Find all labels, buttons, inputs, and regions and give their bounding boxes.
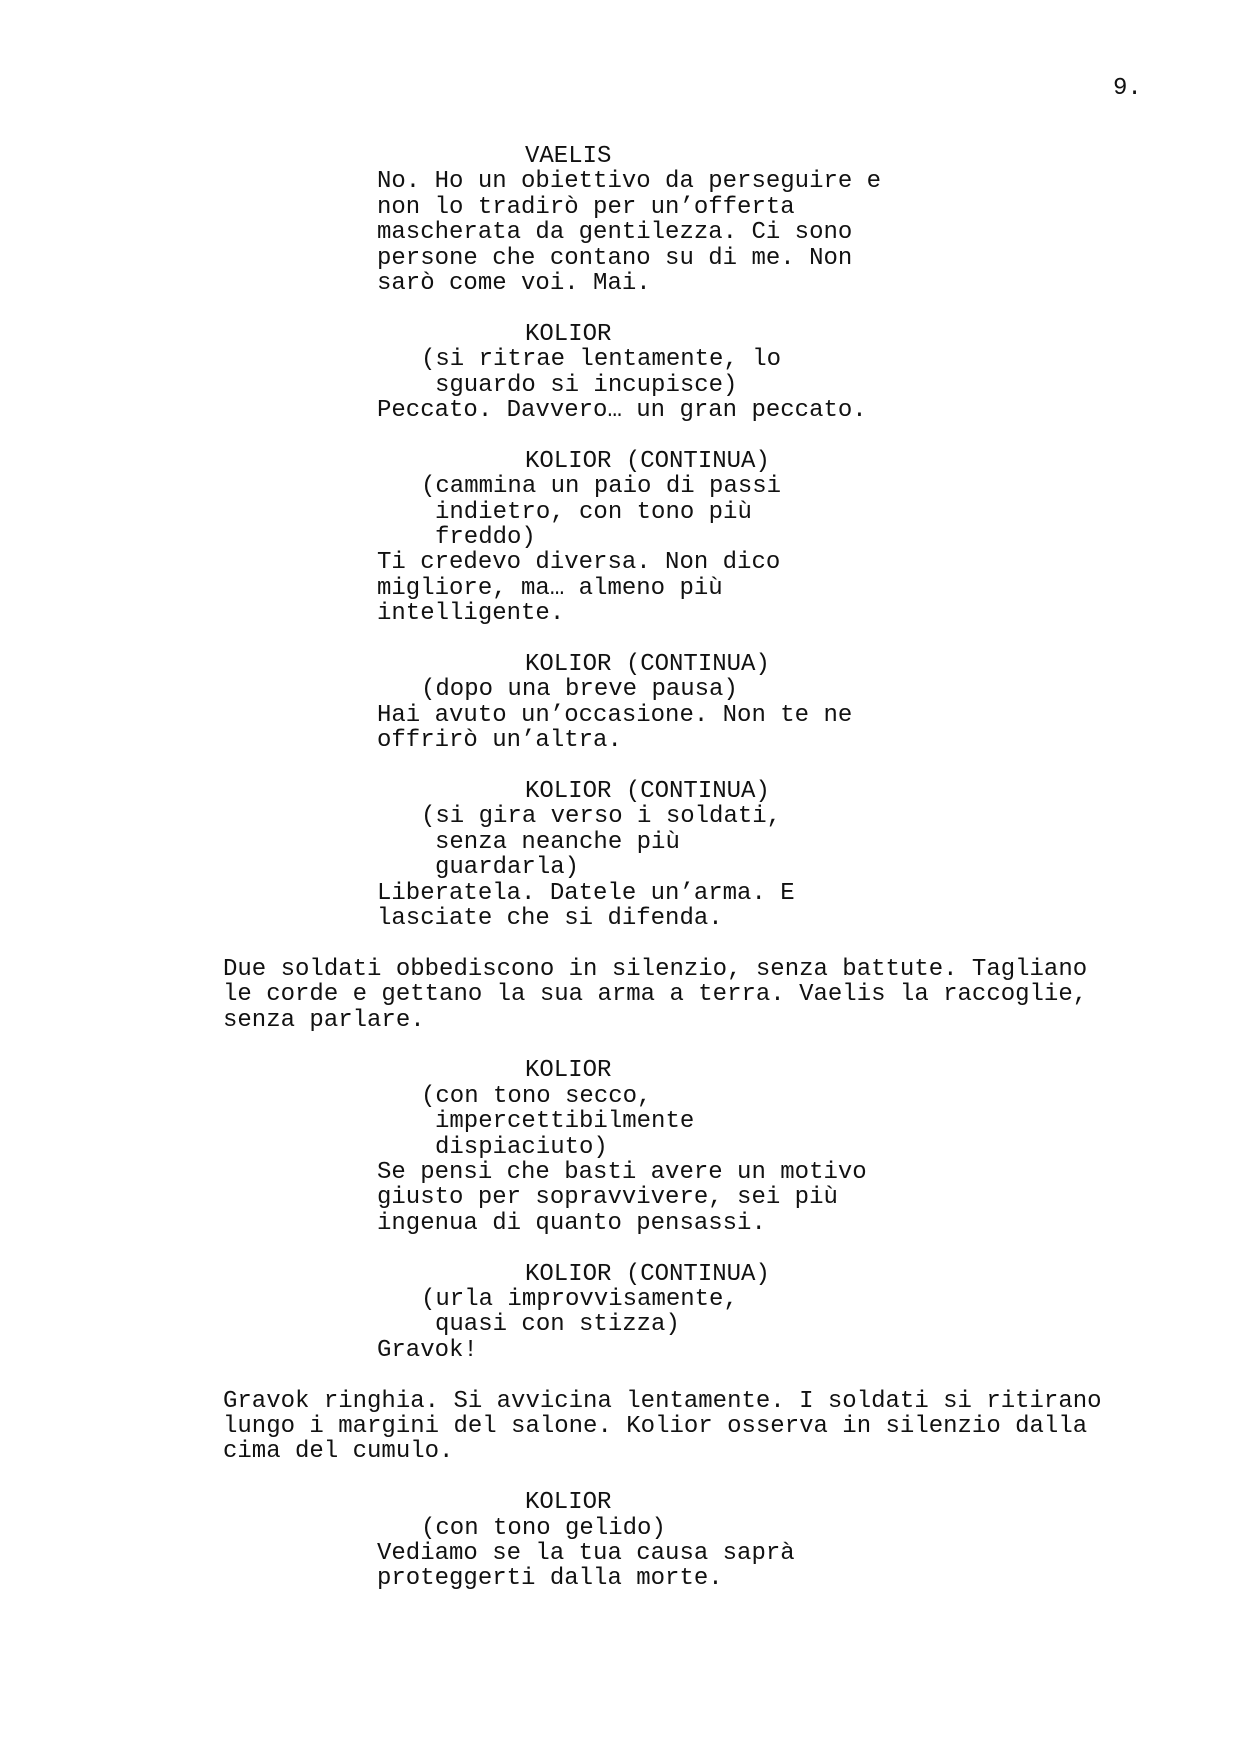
parenthetical-line: (dopo una breve pausa)	[421, 676, 738, 704]
parenthetical-line: sguardo si incupisce)	[435, 371, 738, 399]
dialogue-line: persone che contano su di me. Non	[377, 244, 853, 272]
dialogue-line: sarò come voi. Mai.	[377, 270, 651, 297]
action-line: lungo i margini del salone. Kolior osserva in silenzio dalla	[223, 1413, 1088, 1440]
dialogue-line: migliore, ma… almeno più	[377, 574, 723, 602]
character-cue: KOLIOR (CONTINUA)	[525, 778, 770, 805]
action-line: le corde e gettano la sua arma a terra. Vaelis la raccoglie,	[223, 981, 1088, 1009]
dialogue-line: lasciate che si difenda.	[377, 905, 723, 932]
parenthetical-line: indietro, con tono più	[435, 498, 752, 526]
character-cue: KOLIOR (CONTINUA)	[525, 651, 770, 678]
dialogue-line: intelligente.	[377, 600, 565, 628]
dialogue-line: Gravok!	[377, 1336, 478, 1364]
parenthetical-line: (con tono gelido)	[421, 1514, 666, 1542]
character-cue: VAELIS	[525, 143, 612, 170]
dialogue-line: Vediamo se la tua causa saprà	[377, 1540, 795, 1567]
parenthetical-line: (cammina un paio di passi	[421, 473, 782, 501]
parenthetical-line: senza neanche più	[435, 828, 680, 856]
character-cue: KOLIOR	[525, 320, 612, 348]
character-cue: KOLIOR (CONTINUA)	[525, 447, 770, 475]
parenthetical-line: (con tono secco,	[421, 1082, 652, 1110]
dialogue-line: Hai avuto un’occasione. Non te ne	[377, 701, 853, 729]
parenthetical-line: freddo)	[435, 524, 536, 551]
dialogue-line: Ti credevo diversa. Non dico	[377, 549, 781, 577]
dialogue-line: proteggerti dalla morte.	[377, 1565, 723, 1593]
dialogue-line: non lo tradirò per un’offerta	[377, 193, 795, 221]
action-line: Due soldati obbediscono in silenzio, senza battute. Tagliano	[223, 955, 1088, 983]
parenthetical-line: quasi con stizza)	[435, 1311, 680, 1339]
dialogue-line: Peccato. Davvero… un gran peccato.	[377, 397, 867, 424]
parenthetical-line: (si gira verso i soldati,	[421, 803, 782, 831]
action-line: Gravok ringhia. Si avvicina lentamente. I soldati si ritirano	[223, 1387, 1102, 1415]
dialogue-line: giusto per sopravvivere, sei più	[377, 1184, 838, 1212]
parenthetical-line: dispiaciuto)	[435, 1133, 608, 1161]
dialogue-line: offrirò un’altra.	[377, 727, 622, 755]
parenthetical-line: (urla improvvisamente,	[421, 1286, 738, 1313]
parenthetical-line: guardarla)	[435, 854, 580, 882]
dialogue-line: ingenua di quanto pensassi.	[377, 1209, 766, 1237]
dialogue-line: mascherata da gentilezza. Ci sono	[377, 219, 853, 247]
character-cue: KOLIOR	[525, 1057, 612, 1085]
character-cue: KOLIOR	[525, 1489, 612, 1517]
page-number: 9.	[1113, 75, 1142, 102]
action-line: senza parlare.	[223, 1006, 425, 1034]
dialogue-line: Liberatela. Datele un’arma. E	[377, 879, 795, 907]
character-cue: KOLIOR (CONTINUA)	[525, 1260, 770, 1288]
parenthetical-line: impercettibilmente	[435, 1108, 695, 1136]
dialogue-line: Se pensi che basti avere un motivo	[377, 1159, 867, 1186]
parenthetical-line: (si ritrae lentamente, lo	[421, 346, 782, 374]
dialogue-line: No. Ho un obiettivo da perseguire e	[377, 168, 882, 196]
action-line: cima del cumulo.	[223, 1438, 454, 1466]
